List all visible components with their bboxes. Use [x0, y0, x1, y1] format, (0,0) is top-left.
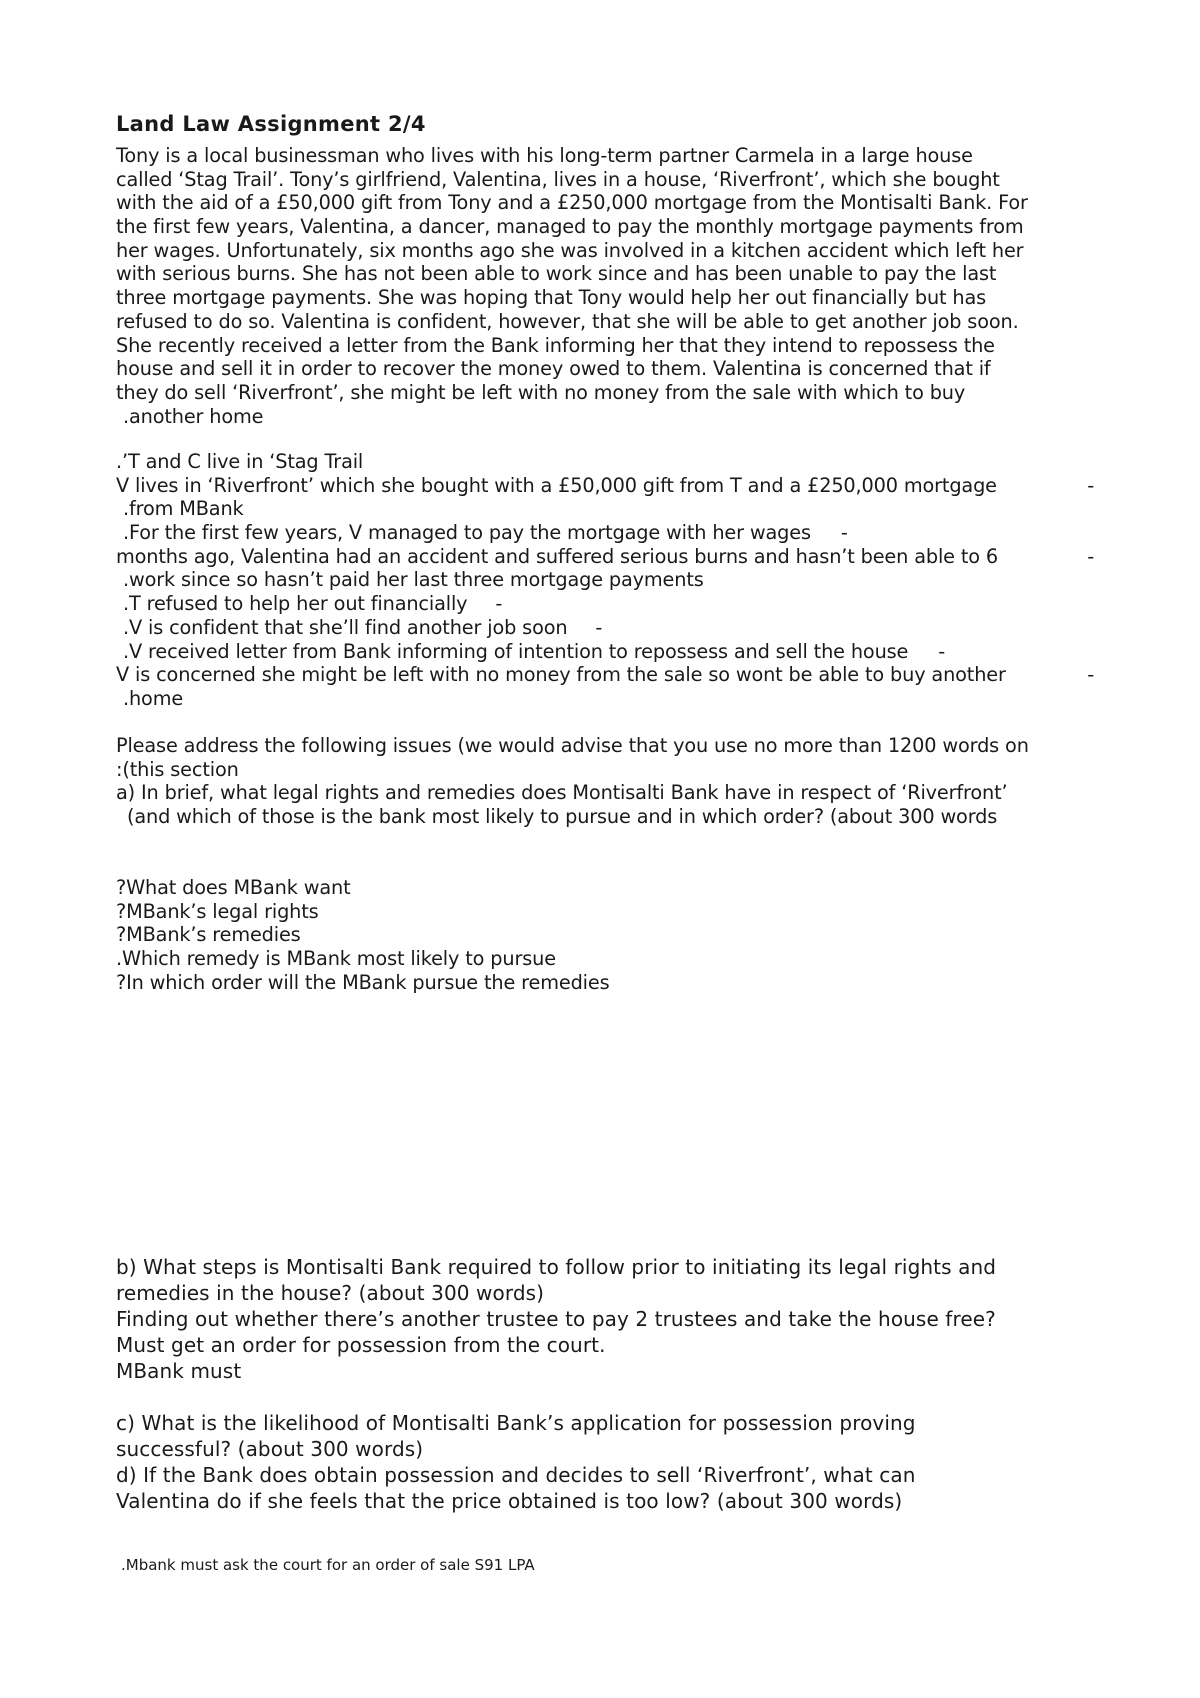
- note-text: V is concerned she might be left with no money from the sale so wont be able to buy another: [116, 663, 1006, 687]
- list-item: ?What does MBank want: [116, 876, 351, 899]
- instructions-block: [116, 734, 1116, 829]
- note-text: .T refused to help her out financially: [123, 592, 468, 616]
- intro-line: the first few years, Valentina, a dancer, managed to pay the monthly mortgage payments from: [116, 215, 1024, 239]
- intro-paragraph: [116, 144, 1116, 428]
- bullet-dash: -: [495, 592, 503, 616]
- instruction-line: :(this section: [116, 757, 239, 781]
- document-title: Land Law Assignment 2/4: [116, 112, 426, 136]
- intro-line: refused to do so. Valentina is confident, however, that she will be able to get another job soon.: [116, 309, 1019, 333]
- note-item: .from MBank: [123, 497, 244, 521]
- bullet-dash: -: [840, 521, 848, 545]
- intro-line: they do sell ‘Riverfront’, she might be left with no money from the sale with which to buy: [116, 380, 966, 404]
- section-c-line: successful? (about 300 words): [116, 1437, 424, 1461]
- intro-line: called ‘Stag Trail’. Tony’s girlfriend, Valentina, lives in a house, ‘Riverfront’, which she bought: [116, 167, 1000, 191]
- bullet-dash: -: [1087, 663, 1094, 687]
- note-text: .V is confident that she’ll find another job soon: [123, 615, 568, 639]
- bullet-dash: -: [595, 615, 603, 639]
- intro-line: three mortgage payments. She was hoping that Tony would help her out financially but has: [116, 286, 987, 310]
- note-item: [116, 640, 1116, 664]
- question-a-notes: [116, 876, 1116, 994]
- bullet-dash: -: [938, 639, 946, 663]
- note-text: .V received letter from Bank informing of intention to repossess and sell the house: [123, 639, 909, 663]
- note-text: V lives in ‘Riverfront’ which she bought with a £50,000 gift from T and a £250,000 mortgage: [116, 473, 997, 497]
- section-c-line: c) What is the likelihood of Montisalti Bank’s application for possession proving: [116, 1411, 916, 1435]
- list-item: ?In which order will the MBank pursue the remedies: [116, 970, 610, 994]
- list-item: ?MBank’s remedies: [116, 923, 301, 947]
- intro-line: .another home: [123, 404, 264, 428]
- note-item: [116, 616, 1116, 640]
- intro-line: her wages. Unfortunately, six months ago she was involved in a kitchen accident which left her: [116, 238, 1024, 262]
- sections-c-d: [116, 1410, 1116, 1514]
- intro-line: with the aid of a £50,000 gift from Tony and a £250,000 mortgage from the Montisalti Bank. For: [116, 191, 1028, 215]
- section-d-line: d) If the Bank does obtain possession and decides to sell ‘Riverfront’, what can: [116, 1463, 916, 1487]
- list-item: ?MBank’s legal rights: [116, 899, 319, 923]
- bullet-dash: -: [1087, 544, 1094, 568]
- summary-notes: [116, 450, 1116, 711]
- section-b-line: MBank must: [116, 1359, 242, 1383]
- note-item: .work since so hasn’t paid her last three mortgage payments: [123, 568, 704, 592]
- note-item: .home: [123, 686, 184, 710]
- note-text: .For the first few years, V managed to pay the mortgage with her wages: [123, 521, 811, 545]
- note-item: [116, 545, 1100, 569]
- note-text: months ago, Valentina had an accident and suffered serious burns and hasn’t been able to 6: [116, 544, 999, 568]
- note-item: [116, 450, 1100, 474]
- intro-line: She recently received a letter from the Bank informing her that they intend to repossess the: [116, 333, 995, 357]
- section-b-line: remedies in the house? (about 300 words): [116, 1281, 545, 1305]
- section-b-line: Must get an order for possession from the court.: [116, 1333, 606, 1357]
- section-d-line: Valentina do if she feels that the price obtained is too low? (about 300 words): [116, 1489, 903, 1513]
- note-item: [116, 521, 1116, 545]
- instruction-line: Please address the following issues (we would advise that you use no more than 1200 words on: [116, 734, 1029, 757]
- section-b-line: Finding out whether there’s another trustee to pay 2 trustees and take the house free?: [116, 1307, 996, 1331]
- section-b-line: b) What steps is Montisalti Bank required to follow prior to initiating its legal rights and: [116, 1255, 997, 1279]
- question-a-line: (and which of those is the bank most likely to pursue and in which order? (about 300 words: [121, 805, 998, 829]
- bullet-dash: -: [1087, 473, 1094, 497]
- intro-line: with serious burns. She has not been able to work since and has been unable to pay the last: [116, 262, 997, 286]
- note-item: [116, 663, 1100, 687]
- question-a-line: a) In brief, what legal rights and remedies does Montisalti Bank have in respect of ‘Riverfront’: [116, 781, 1008, 805]
- footnote: .Mbank must ask the court for an order of sale S91 LPA: [121, 1556, 535, 1574]
- list-item: .Which remedy is MBank most likely to pursue: [116, 947, 556, 971]
- note-text: .’T and C live in ‘Stag Trail: [116, 450, 364, 473]
- intro-line: house and sell it in order to recover the money owed to them. Valentina is concerned that if: [116, 357, 991, 381]
- note-item: [116, 592, 1116, 616]
- note-item: [116, 474, 1100, 498]
- intro-line: Tony is a local businessman who lives with his long-term partner Carmela in a large house: [116, 144, 973, 167]
- section-b: [116, 1254, 1116, 1384]
